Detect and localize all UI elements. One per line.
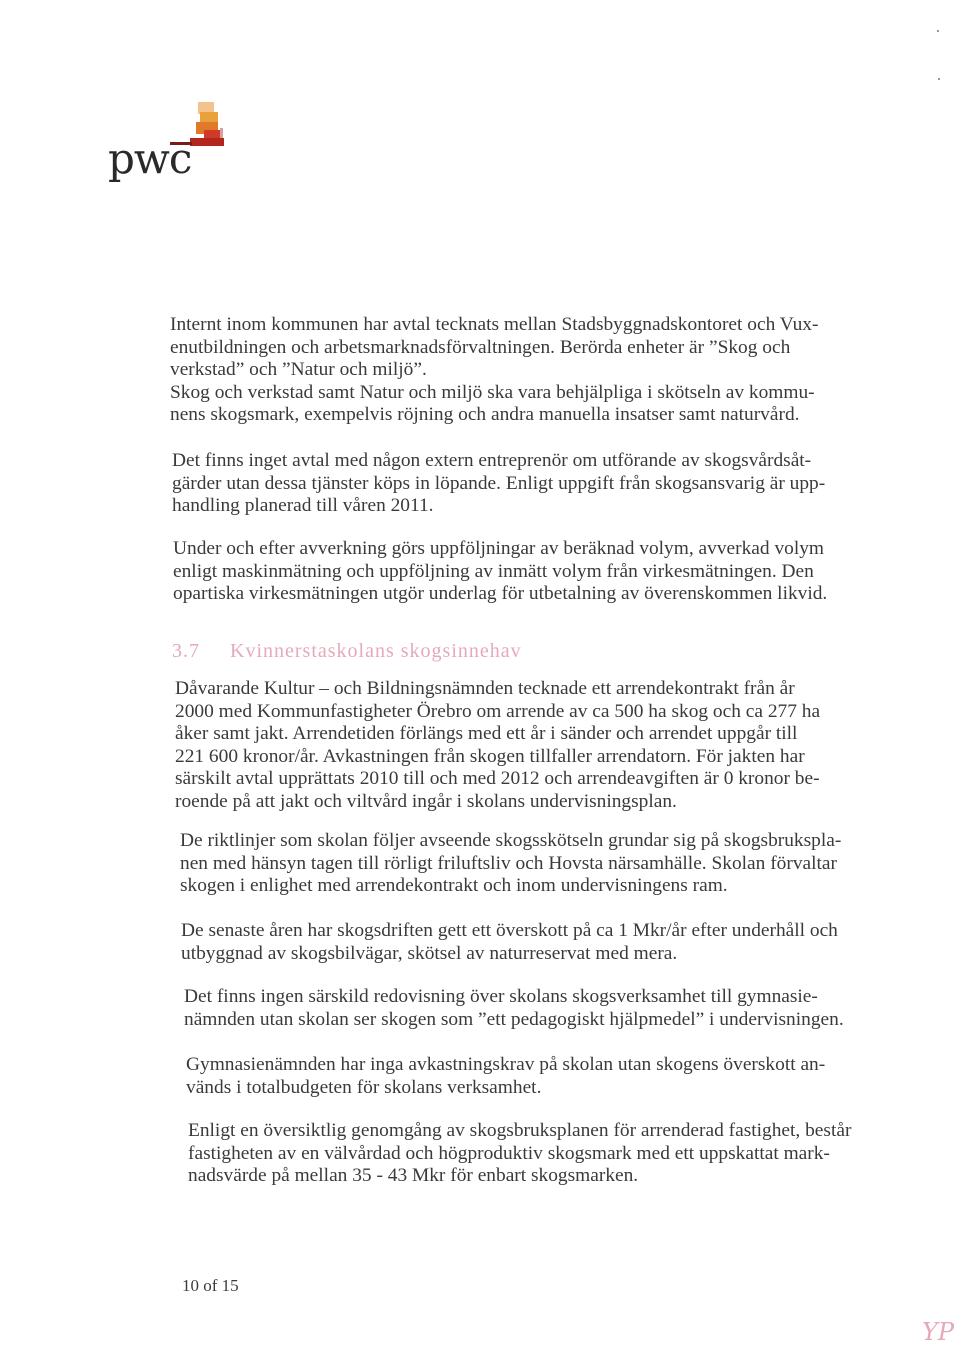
text-line: Det finns ingen särskild redovisning över skolans skogsverksamhet till gymnasie- bbox=[184, 986, 818, 1007]
scan-speck bbox=[938, 78, 940, 80]
paragraph bbox=[172, 450, 825, 518]
text-line: Det finns inget avtal med någon extern entreprenör om utförande av skogsvårdsåt- bbox=[172, 450, 812, 471]
scan-speck bbox=[937, 30, 939, 32]
section-title: Kvinnerstaskolans skogsinnehav bbox=[230, 640, 522, 662]
text-line: De riktlinjer som skolan följer avseende skogsskötseln grundar sig på skogsbrukspla- bbox=[180, 830, 842, 851]
text-line: verkstad” och ”Natur och miljö”. bbox=[170, 359, 427, 380]
paragraph bbox=[186, 1054, 825, 1099]
text-line: De senaste åren har skogsdriften gett ett överskott på ca 1 Mkr/år efter underhåll och bbox=[181, 920, 838, 941]
text-line: utbyggnad av skogsbilvägar, skötsel av naturreservat med mera. bbox=[181, 942, 678, 964]
text-line: nämnden utan skolan ser skogen som ”ett pedagogiskt hjälpmedel” i undervisningen. bbox=[184, 1008, 844, 1030]
text-line: Skog och verkstad samt Natur och miljö ska vara behjälpliga i skötseln av kommu- bbox=[170, 381, 815, 403]
text-line: nadsvärde på mellan 35 - 43 Mkr för enbart skogsmarken. bbox=[188, 1165, 639, 1186]
text-line: gärder utan dessa tjänster köps in löpande. Enligt uppgift från skogsansvarig är upp- bbox=[172, 472, 826, 494]
text-line: åker samt jakt. Arrendetiden förlängs med ett år i sänder och arrendet uppgår till bbox=[175, 723, 798, 744]
page-number: 10 of 15 bbox=[182, 1276, 239, 1295]
text-line: Under och efter avverkning görs uppföljningar av beräknad volym, avverkad volym bbox=[173, 538, 824, 559]
text-line: skogen i enlighet med arrendekontrakt och inom undervisningens ram. bbox=[180, 875, 728, 896]
text-line: vänds i totalbudgeten för skolans verksamhet. bbox=[186, 1076, 542, 1098]
pwc-logo bbox=[108, 100, 228, 190]
text-line: fastigheten av en välvårdad och högproduktiv skogsmark med ett uppskattat mark- bbox=[188, 1142, 830, 1164]
paragraph bbox=[170, 314, 818, 427]
paragraph bbox=[175, 678, 820, 813]
paragraph bbox=[181, 920, 838, 965]
paragraph bbox=[173, 538, 827, 606]
text-line: 2000 med Kommunfastigheter Örebro om arrende av ca 500 ha skog och ca 277 ha bbox=[175, 700, 821, 722]
text-line: roende på att jakt och viltvård ingår i skolans undervisningsplan. bbox=[175, 790, 677, 812]
text-line: enutbildningen och arbetsmarknadsförvaltningen. Berörda enheter är ”Skog och bbox=[170, 336, 791, 358]
text-line: Gymnasienämnden har inga avkastningskrav på skolan utan skogens överskott an- bbox=[186, 1054, 826, 1075]
text-line: Enligt en översiktlig genomgång av skogsbruksplanen för arrenderad fastighet, består bbox=[188, 1120, 852, 1141]
text-line: nen med hänsyn tagen till rörligt friluftsliv och Hovsta närsamhälle. Skolan förvaltar bbox=[180, 852, 837, 874]
paragraph bbox=[180, 830, 841, 898]
text-line: Dåvarande Kultur – och Bildningsnämnden tecknade ett arrendekontrakt från år bbox=[175, 678, 795, 699]
text-line: 221 600 kronor/år. Avkastningen från skogen tillfaller arrendatorn. För jakten har bbox=[175, 745, 805, 767]
text-line: opartiska virkesmätningen utgör underlag för utbetalning av överenskommen likvid. bbox=[173, 583, 828, 604]
text-line: handling planerad till våren 2011. bbox=[172, 495, 434, 516]
paragraph bbox=[184, 986, 844, 1031]
pwc-logo-text: pwc bbox=[108, 134, 192, 183]
section-heading bbox=[172, 640, 522, 663]
text-line: särskilt avtal upprättats 2010 till och med 2012 och arrendeavgiften är 0 kronor be- bbox=[175, 768, 820, 789]
paragraph bbox=[188, 1120, 851, 1188]
text-line: Internt inom kommunen har avtal tecknats mellan Stadsbyggnadskontoret och Vux- bbox=[170, 314, 819, 335]
text-line: enligt maskinmätning och uppföljning av inmätt volym från virkesmätningen. Den bbox=[173, 560, 814, 582]
text-line: nens skogsmark, exempelvis röjning och andra manuella insatser samt naturvård. bbox=[170, 404, 800, 425]
section-number: 3.7 bbox=[172, 640, 200, 662]
handwritten-initials: YP bbox=[922, 1318, 954, 1346]
